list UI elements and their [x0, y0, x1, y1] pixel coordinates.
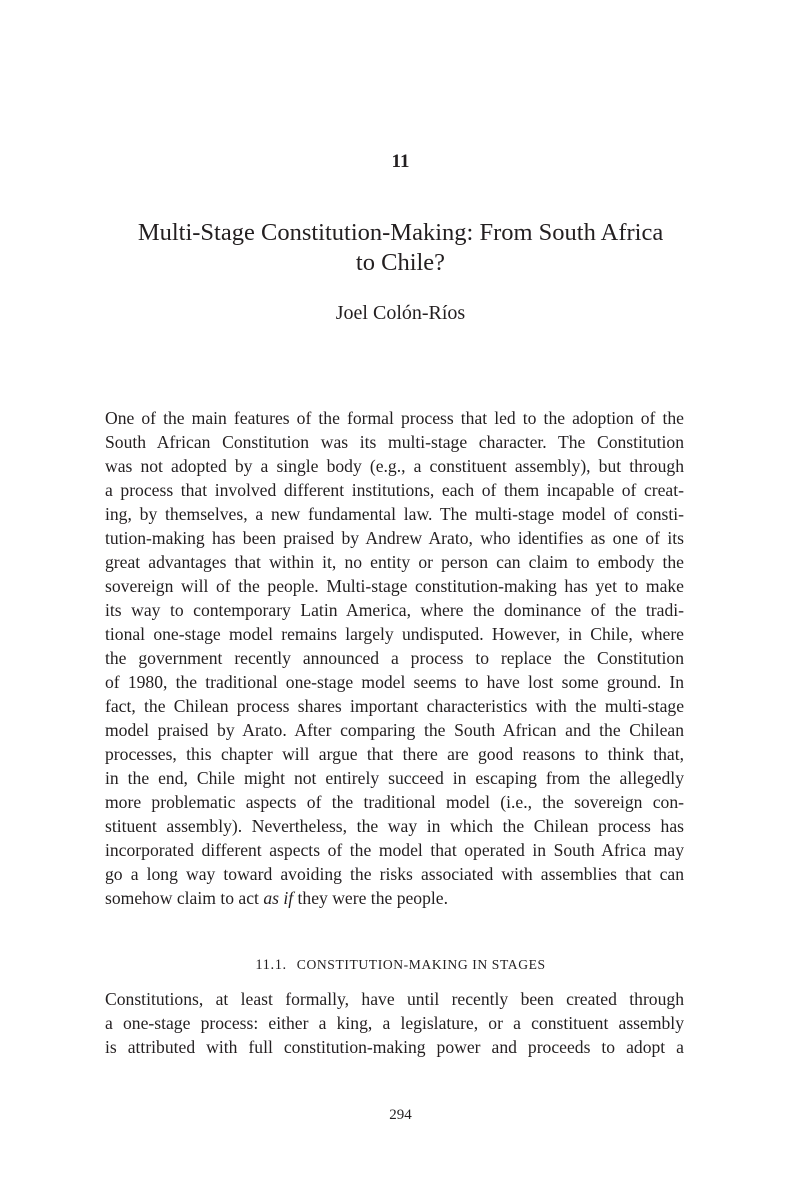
body-paragraph — [105, 987, 684, 1059]
body-line: a one-stage process: either a king, a legislature, or a constituent assembly — [105, 1013, 684, 1033]
chapter-title-line-2: to Chile? — [355, 249, 446, 276]
body-line: is attributed with full constitution-making power and proceeds to adopt a — [105, 1037, 684, 1057]
abstract-line: great advantages that within it, no entity or person can claim to embody the — [105, 552, 684, 572]
abstract-line: in the end, Chile might not entirely succeed in escaping from the allegedly — [105, 768, 684, 788]
abstract-line: of 1980, the traditional one-stage model seems to have lost some ground. In — [105, 672, 684, 692]
abstract-line: South African Constitution was its multi-stage character. The Constitution — [105, 432, 684, 452]
page-number: 294 — [389, 1107, 412, 1123]
section-number: 11.1. — [255, 957, 287, 973]
chapter-title-line-1: Multi-Stage Constitution-Making: From South Africa — [137, 219, 664, 246]
abstract-last-line-end: they were the people. — [293, 888, 448, 908]
abstract-last-line — [105, 886, 684, 910]
abstract-line: stituent assembly). Nevertheless, the way in which the Chilean process has — [105, 816, 684, 836]
abstract-line: a process that involved different institutions, each of them incapable of creat- — [105, 480, 684, 500]
chapter-title — [100, 218, 701, 278]
abstract-last-line-start: somehow claim to act — [105, 888, 264, 908]
abstract-paragraph — [105, 406, 684, 910]
abstract-line: One of the main features of the formal process that led to the adoption of the — [105, 408, 684, 428]
abstract-line: incorporated different aspects of the model that operated in South Africa may — [105, 840, 684, 860]
abstract-emphasis: as if — [263, 888, 294, 908]
abstract-line: fact, the Chilean process shares important characteristics with the multi-stage — [105, 696, 684, 716]
chapter-author: Joel Colón-Ríos — [335, 302, 466, 324]
abstract-line: ing, by themselves, a new fundamental law. The multi-stage model of consti- — [105, 504, 684, 524]
abstract-line: was not adopted by a single body (e.g., a constituent assembly), but through — [105, 456, 684, 476]
abstract-line: processes, this chapter will argue that there are good reasons to think that, — [105, 744, 684, 764]
chapter-number: 11 — [391, 151, 410, 172]
abstract-line: sovereign will of the people. Multi-stage constitution-making has yet to make — [105, 576, 684, 596]
abstract-line: go a long way toward avoiding the risks associated with assemblies that can — [105, 864, 684, 884]
section-heading — [0, 954, 801, 976]
abstract-line: its way to contemporary Latin America, where the dominance of the tradi- — [105, 600, 684, 620]
abstract-line: tution-making has been praised by Andrew Arato, who identifies as one of its — [105, 528, 684, 548]
abstract-line: model praised by Arato. After comparing the South African and the Chilean — [105, 720, 684, 740]
abstract-line: more problematic aspects of the traditional model (i.e., the sovereign con- — [105, 792, 684, 812]
body-line: Constitutions, at least formally, have until recently been created through — [105, 989, 684, 1009]
abstract-line: the government recently announced a process to replace the Constitution — [105, 648, 684, 668]
section-title: CONSTITUTION-MAKING IN STAGES — [296, 957, 546, 972]
abstract-line: tional one-stage model remains largely undisputed. However, in Chile, where — [105, 624, 684, 644]
